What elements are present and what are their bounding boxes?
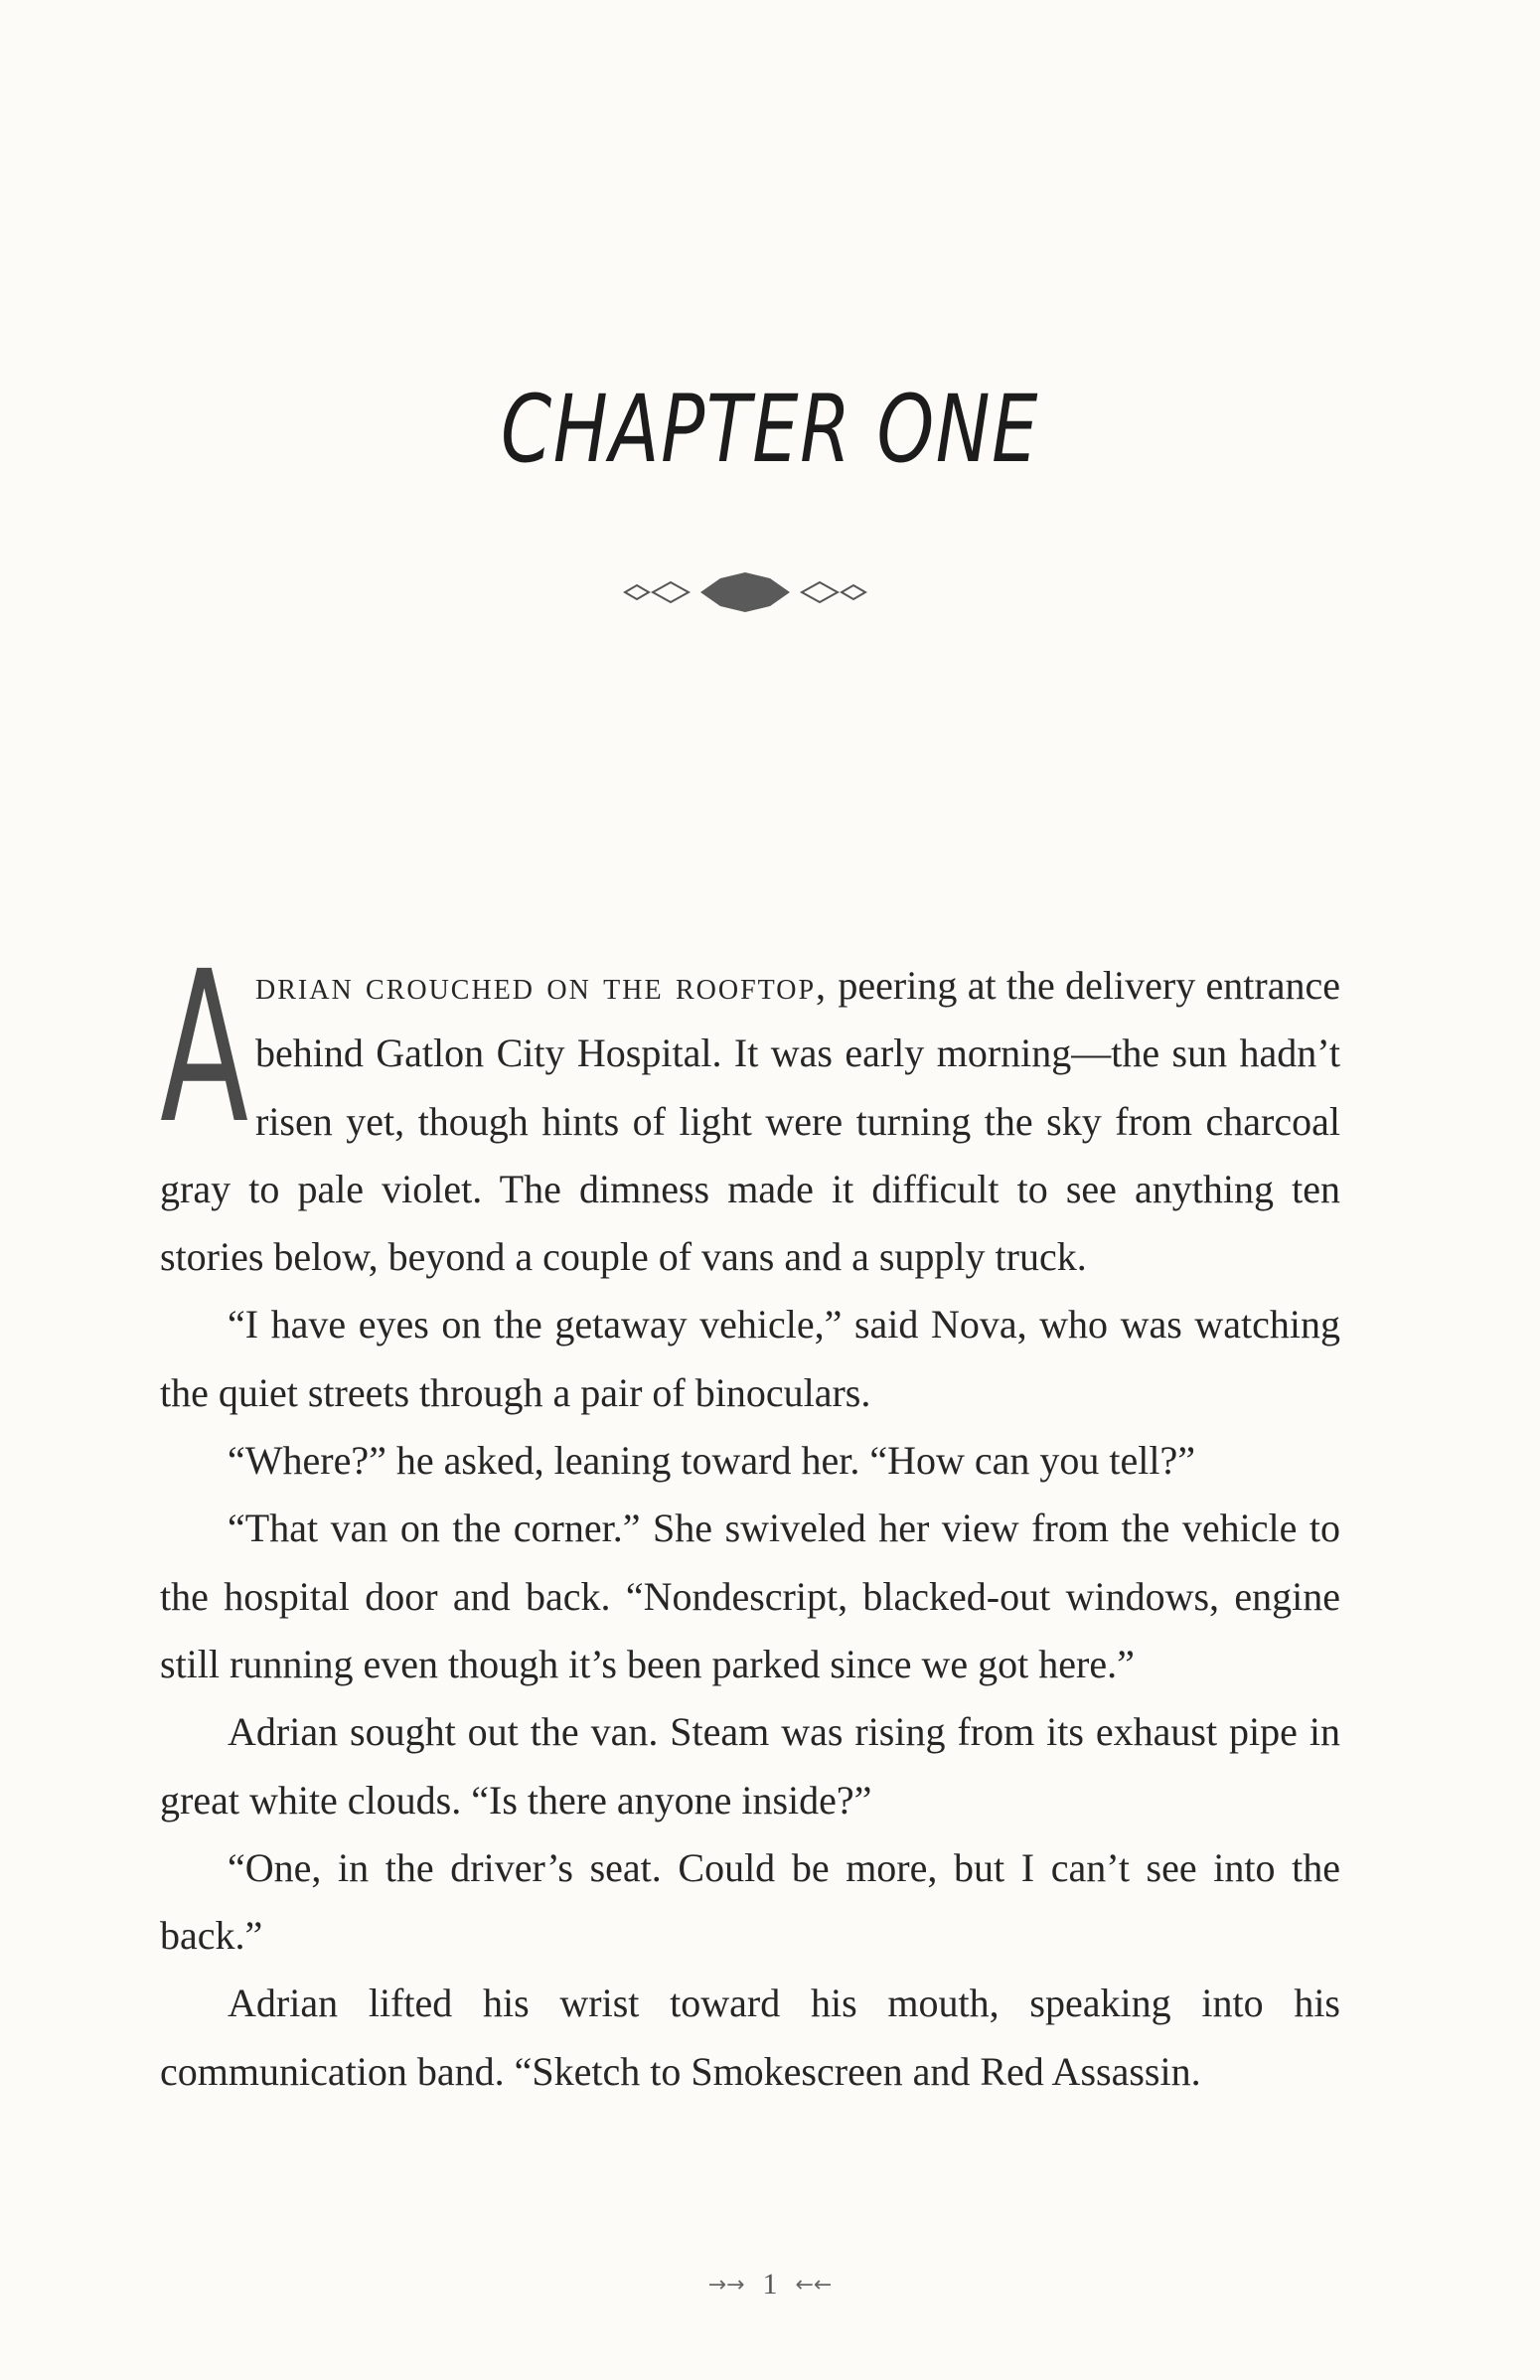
right-arrows-icon: →→ [707, 2272, 745, 2298]
page-number: 1 [762, 2268, 778, 2301]
page-folio [0, 2266, 1540, 2301]
paragraph: “That van on the corner.” She swiveled her view from the vehicle to the hospital door and back. “Nondescript, blacked-out windows, engine still running even though it’s been parked since we got here.” [160, 1506, 1340, 1686]
paragraph-opening [160, 926, 1340, 1291]
left-arrows-icon: ←← [795, 2272, 833, 2298]
paragraph-text: peering at the delivery entrance behind Gatlon City Hospital. It was early morning—the sun hadn’t risen yet, though hints of light were turning the sky from charcoal gray to pale violet. The dimness made it difficult to see anything ten stories below, beyond a couple of vans and a supply truck. [160, 963, 1340, 1280]
paragraph: Adrian sought out the van. Steam was rising from its exhaust pipe in great white clouds. “Is there anyone inside?” [160, 1709, 1340, 1823]
chapter-title: CHAPTER ONE [500, 376, 1040, 484]
paragraph: “Where?” he asked, leaning toward her. “How can you tell?” [228, 1438, 1195, 1484]
paragraph: Adrian lifted his wrist toward his mouth, speaking into his communication band. “Sketch to Smokescreen and Red Assassin. [160, 1981, 1340, 2094]
chapter-body [160, 926, 1340, 2106]
drop-cap: A [160, 926, 249, 1170]
paragraph: “One, in the driver’s seat. Could be more, but I can’t see into the back.” [160, 1844, 1340, 1959]
lead-in-text: drian crouched on the rooftop, [255, 963, 829, 1008]
diamond-ornament-icon [621, 568, 869, 616]
paragraph: “I have eyes on the getaway vehicle,” said Nova, who was watching the quiet streets through a pair of binoculars. [160, 1302, 1340, 1415]
